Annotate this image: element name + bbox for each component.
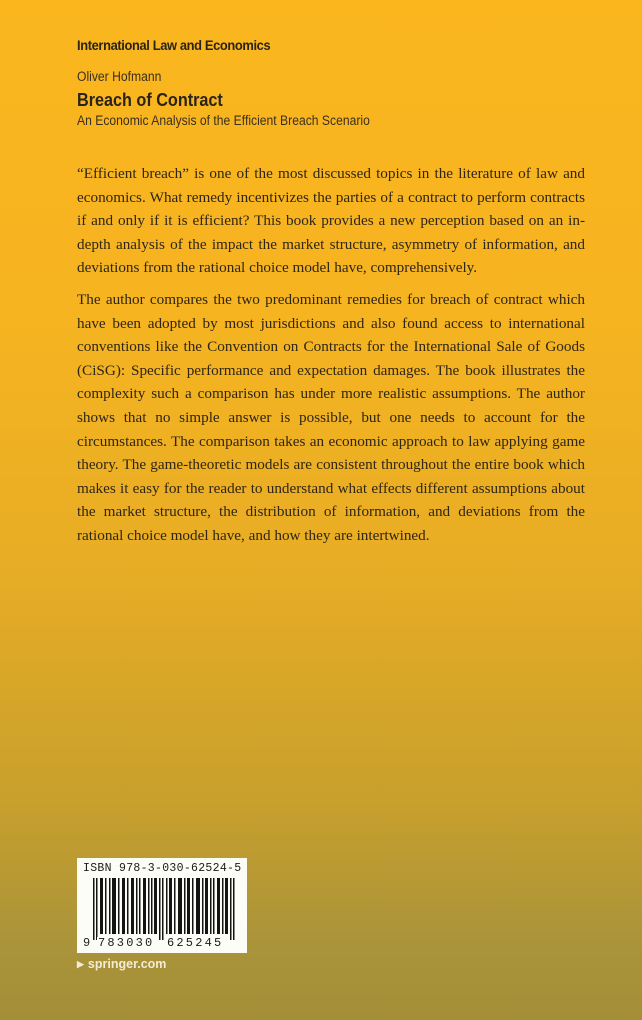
barcode-digit-first: 9 (83, 936, 91, 950)
blurb-paragraph: “Efficient breach” is one of the most discussed topics in the literature of law and economics. What remedy incentivizes the parties of a contract to perform contracts if and only if it is efficient? This book provides a new perception based on an in-depth analysis of the impact the market structure, asymmetry of information, and deviations from the rational choice model have, comprehensively. (77, 165, 585, 277)
publisher-link[interactable] (77, 957, 166, 971)
book-subtitle: An Economic Analysis of the Efficient Breach Scenario (77, 113, 370, 128)
series-title: International Law and Economics (77, 37, 271, 53)
play-arrow-icon: ▶ (77, 959, 84, 969)
cover-header (77, 36, 577, 129)
publisher-link-text: springer.com (87, 957, 167, 971)
barcode-digit-group-2: 625245 (167, 936, 224, 950)
isbn-barcode (77, 858, 247, 953)
barcode-digit-group-1: 783030 (98, 936, 155, 950)
book-title: Breach of Contract (77, 90, 223, 110)
author-name: Oliver Hofmann (77, 69, 162, 84)
barcode-icon (93, 878, 237, 940)
isbn-label: ISBN 978-3-030-62524-5 (83, 862, 242, 875)
blurb (77, 162, 585, 556)
blurb-paragraph: The author compares the two predominant remedies for breach of contract which have been adopted by most jurisdictions and also found access to international conventions like the Convention on Contracts for the International Sale of Goods (CiSG): Specific performance and expectation damages. The book illustrates the complexity such a comparison has under more realistic assumptions. The author shows that no simple answer is possible, but one needs to account for the circumstances. The comparison takes an economic approach to law applying game theory. The game-theoretic models are consistent throughout the entire book which makes it easy for the reader to understand what effects different assumptions about the market structure, the distribution of information, and deviations from the rational choice model have, and how they are intertwined. (77, 290, 585, 544)
